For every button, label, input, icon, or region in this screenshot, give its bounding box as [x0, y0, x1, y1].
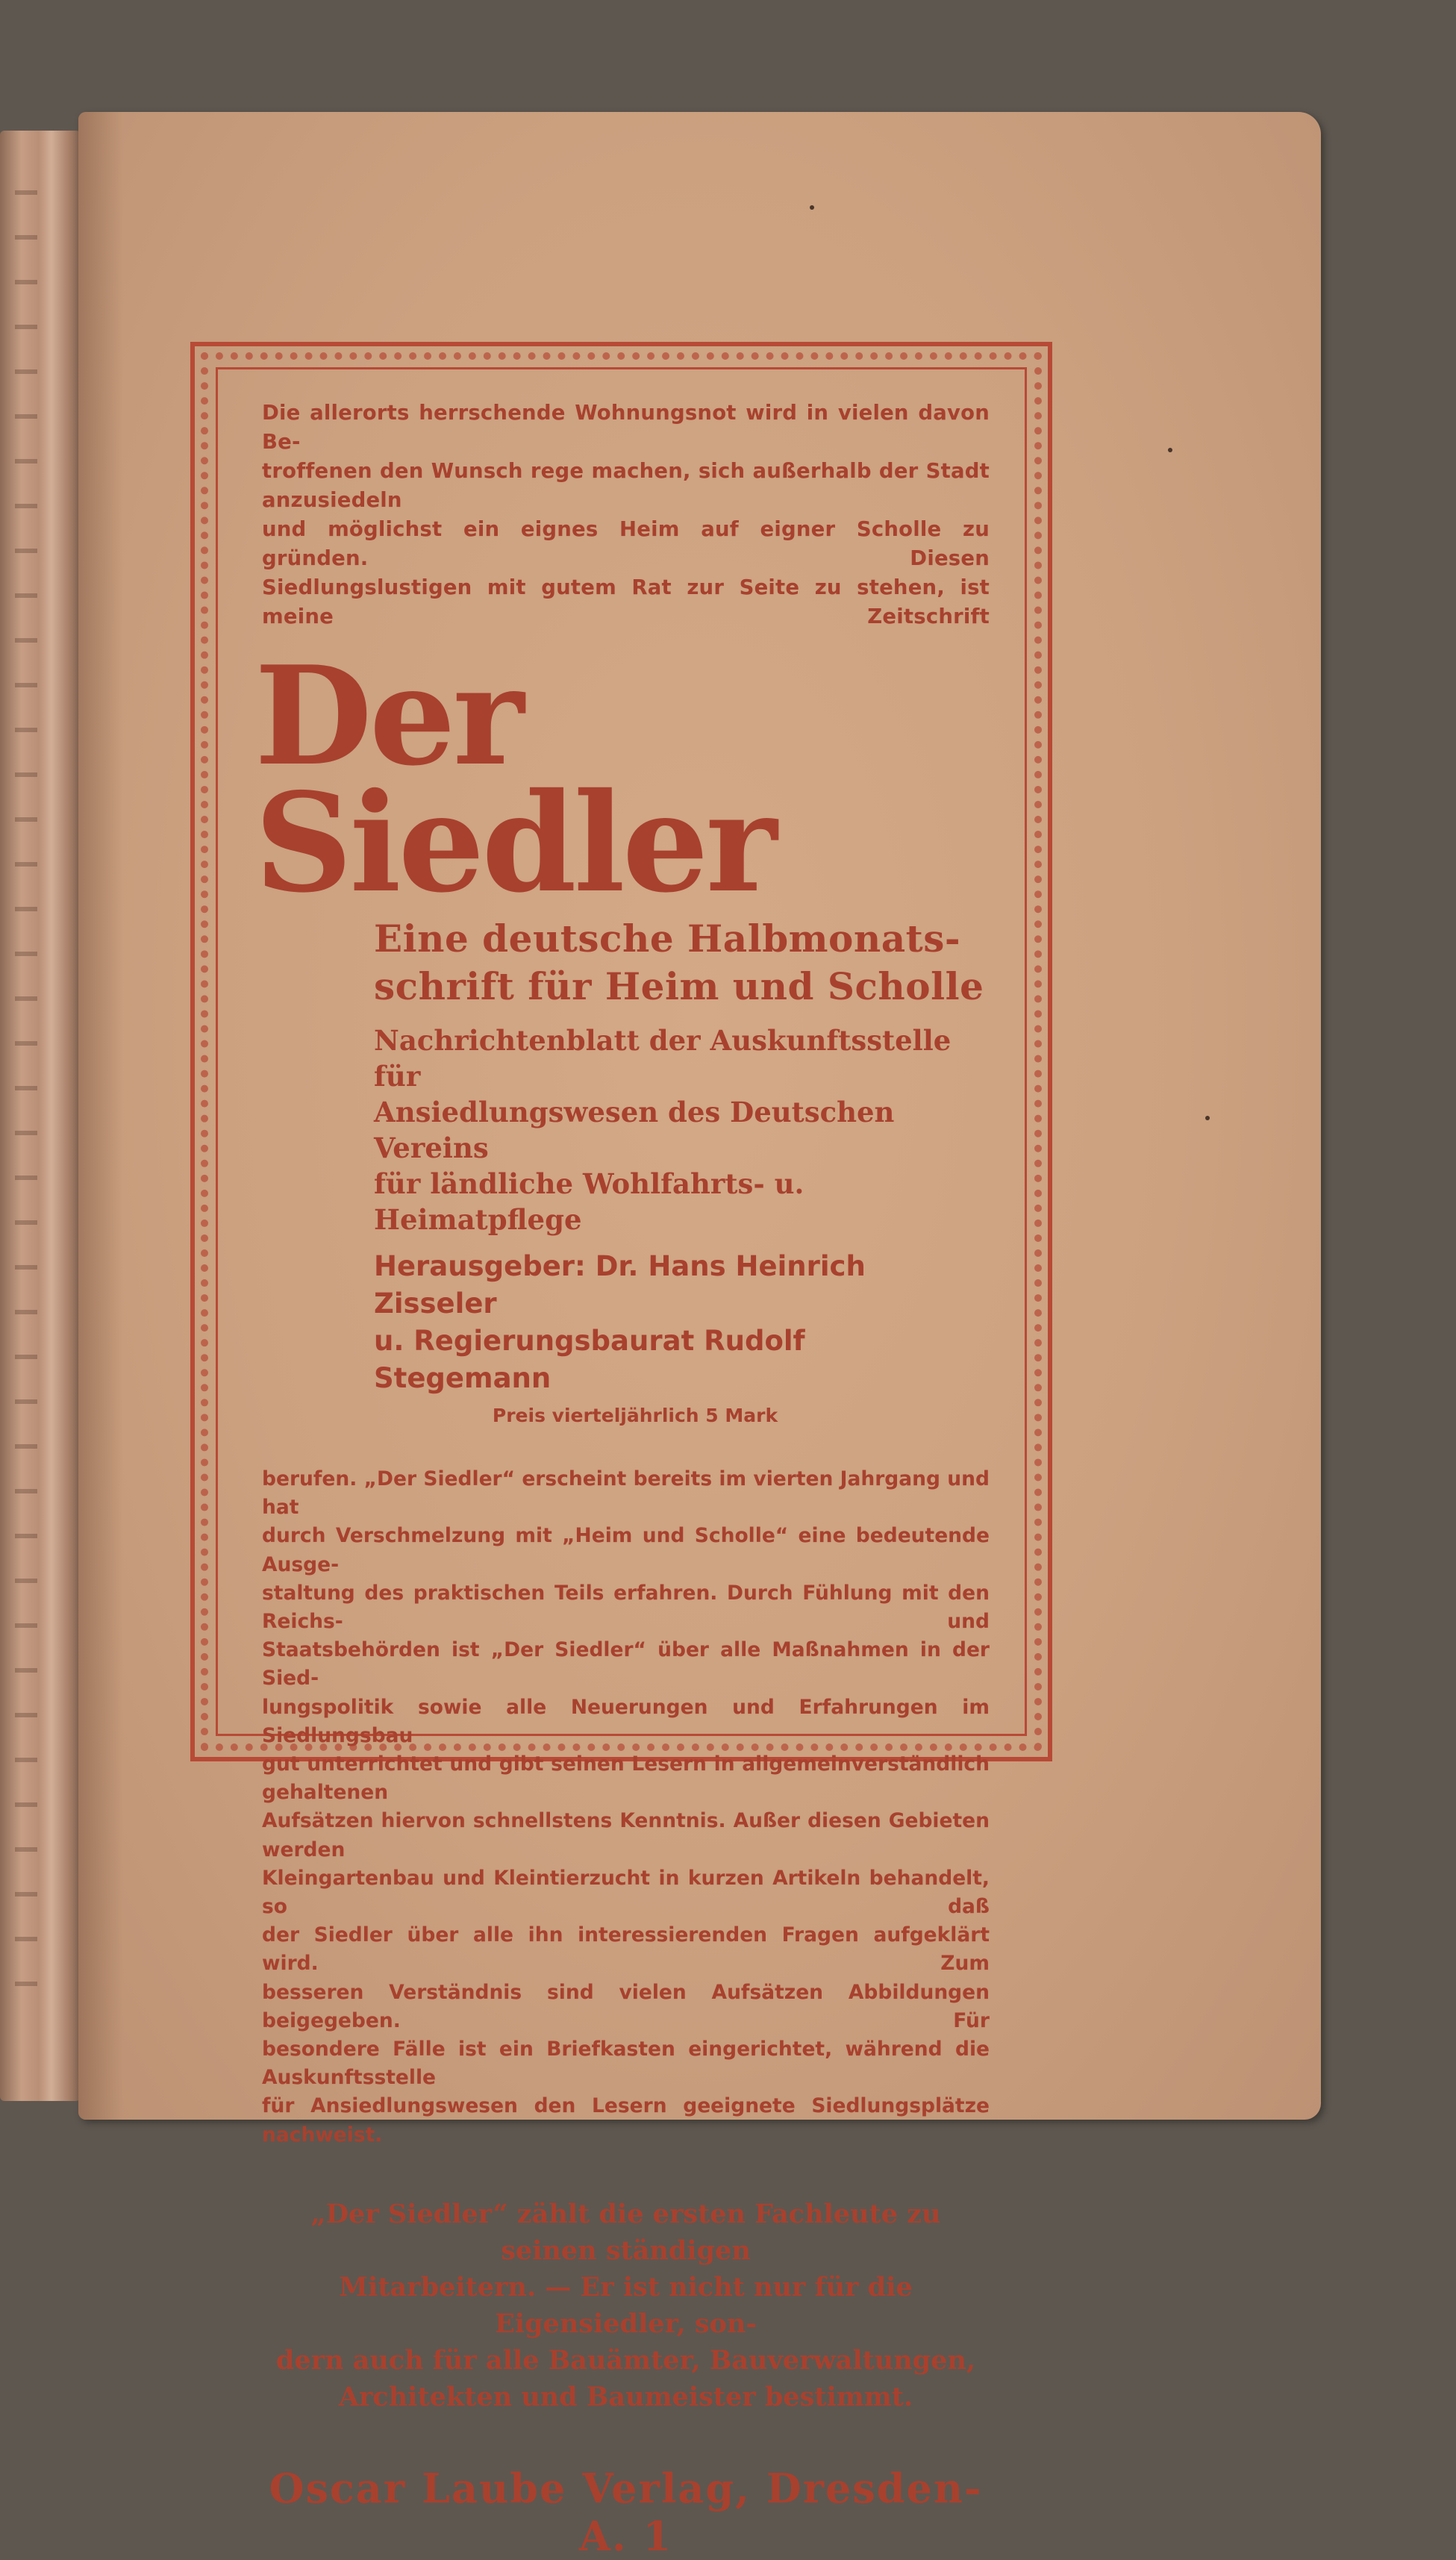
- body-line: besondere Fälle ist ein Briefkasten eingerichtet, während die Auskunftsstelle: [262, 2038, 990, 2090]
- masthead-title: Der Siedler: [254, 636, 775, 922]
- ornamental-border-frame: [190, 342, 1052, 2560]
- publisher-imprint: Oscar Laube Verlag, Dresden-A. 1: [269, 2464, 983, 2560]
- book-page: [78, 112, 1321, 2560]
- body-line: besseren Verständnis sind vielen Aufsätzen Abbildungen beigegeben. Für: [262, 1980, 990, 2032]
- body-line: der Siedler über alle ihn interessierenden Fragen aufgeklärt wird. Zum: [262, 1923, 990, 1976]
- body-line: gut unterrichtet und gibt seinen Lesern in allgemeinverständlich gehaltenen: [262, 1752, 990, 1805]
- closing-line: dern auch für alle Bauämter, Bauverwaltungen,: [275, 2344, 976, 2376]
- body-line: durch Verschmelzung mit „Heim und Scholle“ eine bedeutende Ausge-: [262, 1524, 990, 1576]
- paper-speck: [1168, 448, 1172, 452]
- body-line: staltung des praktischen Teils erfahren. Durch Fühlung mit den Reichs- und: [262, 1581, 990, 1634]
- body-line: lungspolitik sowie alle Neuerungen und Erfahrungen im Siedlungsbau: [262, 1695, 990, 1747]
- publisher-line: u. Regierungsbaurat Rudolf Stegemann: [374, 1325, 805, 1394]
- intro-line: Die allerorts herrschende Wohnungsnot wird in vielen davon Be-: [262, 401, 990, 454]
- closing-line: Architekten und Baumeister bestimmt.: [338, 2381, 913, 2412]
- intro-line: troffenen den Wunsch rege machen, sich außerhalb der Stadt anzusiedeln: [262, 459, 990, 512]
- body-paragraph: [262, 1465, 990, 2150]
- body-line: berufen. „Der Siedler“ erscheint bereits im vierten Jahrgang und hat: [262, 1467, 990, 1520]
- price-line: Preis vierteljährlich 5 Mark: [492, 1405, 778, 1426]
- subtitle-line: Eine deutsche Halbmonats-: [374, 917, 961, 961]
- newsletter-line: für ländliche Wohlfahrts- u. Heimatpflege: [374, 1167, 804, 1236]
- subtitle: [374, 915, 990, 1011]
- page-spine-shadow: [78, 112, 123, 2120]
- subtitle-line: schrift für Heim und Scholle: [374, 964, 984, 1008]
- publisher-block: [374, 1248, 990, 1397]
- paper-speck: [810, 205, 814, 210]
- adjacent-page-edges: [0, 131, 86, 2101]
- body-line: Aufsätzen hiervon schnellstens Kenntnis. Außer diesen Gebieten werden: [262, 1809, 990, 1861]
- paper-speck: [1205, 1116, 1210, 1120]
- body-line: Staatsbehörden ist „Der Siedler“ über alle Maßnahmen in der Sied-: [262, 1638, 990, 1690]
- closing-paragraph: [262, 2196, 990, 2415]
- closing-line: Mitarbeitern. — Er ist nicht nur für die Eigensiedler, son-: [339, 2271, 913, 2339]
- body-line: für Ansiedlungswesen den Lesern geeignete Siedlungsplätze nachweist.: [262, 2094, 990, 2147]
- body-line: Kleingartenbau und Kleintierzucht in kurzen Artikeln behandelt, so daß: [262, 1866, 990, 1919]
- intro-line: und möglichst ein eignes Heim auf eigner Scholle zu gründen. Diesen: [262, 517, 990, 570]
- newsletter-line: Nachrichtenblatt der Auskunftsstelle für: [374, 1024, 952, 1093]
- publisher-line: Herausgeber: Dr. Hans Heinrich Zisseler: [374, 1250, 866, 1320]
- advertisement-content: [254, 399, 990, 2560]
- intro-paragraph: [262, 399, 990, 631]
- newsletter-description: [374, 1023, 990, 1237]
- closing-line: „Der Siedler“ zählt die ersten Fachleute zu seinen ständigen: [310, 2198, 941, 2266]
- intro-line: Siedlungslustigen mit gutem Rat zur Seite zu stehen, ist meine Zeitschrift: [262, 575, 990, 628]
- newsletter-line: Ansiedlungswesen des Deutschen Vereins: [374, 1096, 895, 1164]
